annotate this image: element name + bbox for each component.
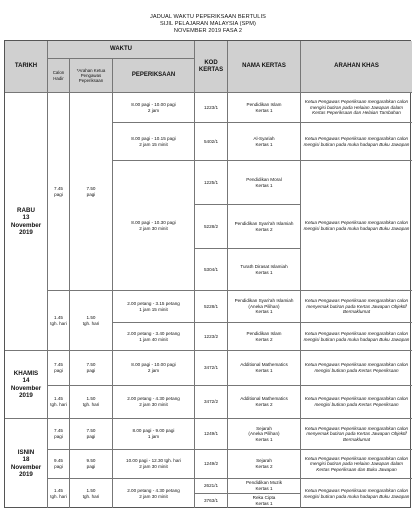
paper-code: 1225/1 — [195, 161, 228, 205]
special-instruction: Ketua Pengawas Peperiksaan mengarahkan calon menyemak butiran pada Kertas Jawapan Objektif Bermaklumat — [301, 419, 412, 450]
exam-time: 2.00 petang - 3.15 petang 1 jam 15 minit — [113, 291, 195, 323]
paper-name: Reka Cipta Kertas 1 — [228, 494, 301, 508]
arahan-ketua-time: 7.50 pagi — [70, 93, 113, 291]
timetable-grid — [4, 40, 411, 508]
special-instruction: Ketua Pengawas Peperiksaan mengarahkan calon mengisi butiran pada muka hadapan Buku Jawapan — [301, 161, 412, 291]
paper-name: Pendidikan Syari'ah Islamiah Kertas 2 — [228, 205, 301, 249]
paper-code: 3472/2 — [195, 386, 228, 419]
special-instruction: Ketua Pengawas Peperiksaan mengarahkan calon mengisi butiran pada muka hadapan Buku Jawapan — [301, 323, 412, 351]
paper-code: 3763/1 — [195, 494, 228, 508]
exam-time: 8.00 pagi - 9.00 pagi 1 jam — [113, 419, 195, 450]
special-instruction: Ketua Pengawas Peperiksaan mengarahkan calon mengisi butiran pada Kertas Peperiksaan — [301, 386, 412, 419]
exam-time: 8.00 pagi - 10.00 pagi 2 jam — [113, 93, 195, 123]
title-line-3: NOVEMBER 2019 FASA 2 — [173, 28, 243, 34]
paper-name: Pendidikan Islam Kertas 2 — [228, 323, 301, 351]
header-arahan-khas: ARAHAN KHAS — [301, 41, 412, 93]
arahan-ketua-time: 1.50 tgh. hari — [70, 291, 113, 351]
paper-name: Additional Mathematics Kertas 2 — [228, 386, 301, 419]
paper-name: Pendidikan Moral Kertas 1 — [228, 161, 301, 205]
paper-code: 5402/1 — [195, 123, 228, 161]
paper-code: 1223/1 — [195, 93, 228, 123]
arahan-ketua-time: 1.50 tgh. hari — [70, 479, 113, 508]
paper-code: 5228/2 — [195, 205, 228, 249]
paper-name: Sejarah Kertas 2 — [228, 450, 301, 479]
header-arahan-ketua: *Arahan Ketua Pengawas Peperiksaan — [70, 59, 113, 93]
calon-hadir-time: 7.45 pagi — [48, 93, 70, 291]
arahan-ketua-time: 1.50 tgh. hari — [70, 386, 113, 419]
calon-hadir-time: 7.45 pagi — [48, 351, 70, 386]
exam-time: 8.00 pagi - 10.30 pagi 2 jam 30 minit — [113, 161, 195, 291]
date-rabu: RABU 13 November 2019 — [5, 93, 48, 351]
title-line-2: SIJIL PELAJARAN MALAYSIA (SPM) — [160, 21, 256, 27]
arahan-ketua-time: 9.50 pagi — [70, 450, 113, 479]
exam-time: 2.00 petang - 4.30 petang 2 jam 30 minit — [113, 479, 195, 508]
exam-time: 2.00 petang - 4.30 petang 2 jam 30 minit — [113, 386, 195, 419]
paper-name: Pendidikan Syari'ah Islamiah (Aneka Pilihan) Kertas 1 — [228, 291, 301, 323]
arahan-ketua-time: 7.50 pagi — [70, 419, 113, 450]
exam-time: 10.00 pagi - 12.30 tgh. hari 2 jam 30 minit — [113, 450, 195, 479]
special-instruction: Ketua Pengawas Peperiksaan mengarahkan calon mengisi butiran pada Kertas Peperiksaan — [301, 351, 412, 386]
header-nama-kertas: NAMA KERTAS — [228, 41, 301, 93]
special-instruction: Ketua Pengawas Peperiksaan mengarahkan calon mengisi butiran pada Helaian Jawapan dalam Kertas Peperiksaan dan Buku Jawapan — [301, 450, 412, 479]
paper-name: Pendidikan Muzik Kertas 1 — [228, 479, 301, 494]
paper-code: 5228/1 — [195, 291, 228, 323]
paper-code: 1249/1 — [195, 419, 228, 450]
header-kod-kertas: KOD KERTAS — [195, 41, 228, 93]
paper-name: Sejarah (Aneka Pilihan) Kertas 1 — [228, 419, 301, 450]
paper-name: Turath Dirasat Islamiah Kertas 1 — [228, 249, 301, 291]
calon-hadir-time: 1.45 tgh. hari — [48, 291, 70, 351]
calon-hadir-time: 1.45 tgh. hari — [48, 386, 70, 419]
exam-time: 2.00 petang - 3.40 petang 1 jam 40 minit — [113, 323, 195, 351]
title-line-1: JADUAL WAKTU PEPERIKSAAN BERTULIS — [150, 14, 266, 20]
header-tarikh: TARIKH — [5, 41, 48, 93]
arahan-ketua-time: 7.50 pagi — [70, 351, 113, 386]
date-khamis: KHAMIS 14 November 2019 — [5, 351, 48, 419]
exam-time: 8.00 pagi - 10.00 pagi 2 jam — [113, 351, 195, 386]
paper-code: 3472/1 — [195, 351, 228, 386]
special-instruction: Ketua Pengawas Peperiksaan mengarahkan calon mengisi butiran pada muka hadapan Buku Jawapan — [301, 123, 412, 161]
special-instruction: Ketua Pengawas Peperiksaan mengarahkan calon mengisi butiran pada Helaian Jawapan dalam Kertas Peperiksaan dan Helaian Tambahan — [301, 93, 412, 123]
paper-code: 1249/2 — [195, 450, 228, 479]
paper-name: Pendidikan Islam Kertas 1 — [228, 93, 301, 123]
calon-hadir-time: 7.45 pagi — [48, 419, 70, 450]
paper-name: Additional Mathematics Kertas 1 — [228, 351, 301, 386]
calon-hadir-time: 1.45 tgh. hari — [48, 479, 70, 508]
header-waktu: WAKTU — [48, 41, 195, 59]
paper-code: 1223/2 — [195, 323, 228, 351]
paper-name: Al-Syariah Kertas 1 — [228, 123, 301, 161]
special-instruction: Ketua Pengawas Peperiksaan mengarahkan calon mengisi butiran pada muka hadapan Buku Jawapan — [303, 487, 410, 499]
exam-time: 8.00 pagi - 10.15 pagi 2 jam 15 minit — [113, 123, 195, 161]
header-peperiksaan: PEPERIKSAAN — [113, 59, 195, 93]
header-calon-hadir: Calon Hadir — [48, 59, 70, 93]
paper-code: 2621/1 — [195, 479, 228, 494]
date-isnin: ISNIN 18 November 2019 — [5, 419, 48, 508]
paper-code: 5304/1 — [195, 249, 228, 291]
calon-hadir-time: 9.45 pagi — [48, 450, 70, 479]
special-instruction: Ketua Pengawas Peperiksaan mengarahkan calon menyemak butiran pada Kertas Jawapan Objektif Bermaklumat — [301, 291, 412, 323]
